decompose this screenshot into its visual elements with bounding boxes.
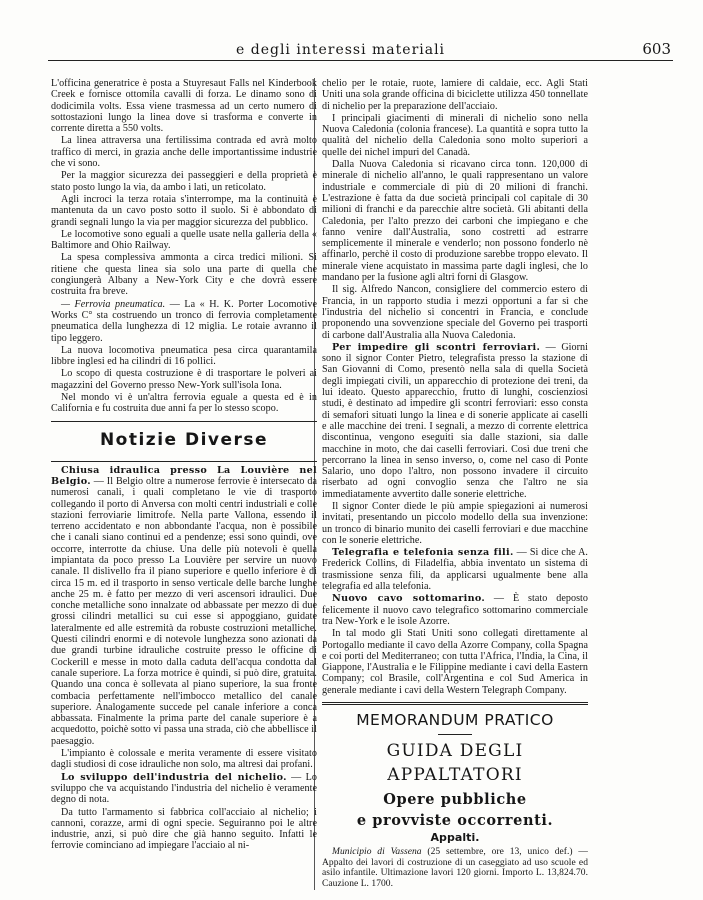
article-heading: Chiusa idraulica presso La Louvière nel Belgio. (51, 464, 317, 487)
paragraph: Lo scopo di questa costruzione è di trasportare le polveri ai magazzini del Governo presso New-York sull'isola Iona. (51, 368, 317, 391)
article-body: — Lo sviluppo che va acquistando l'industria del nichelio è veramente degno di nota. (51, 771, 317, 806)
article-telegrafia (322, 547, 588, 592)
article-nuovo-cavo (322, 593, 588, 627)
paragraph: L'impianto è colossale e merita veramente di essere visitato dagli studiosi di cose idrauliche non solo, ma altresì dai profani. (51, 748, 317, 771)
memorandum-title: MEMORANDUM PRATICO (356, 711, 554, 730)
article-heading: Nuovo cavo sottomarino. (332, 593, 486, 605)
opere-title-line2: e provviste occorrenti. (356, 812, 554, 830)
section-divider (51, 421, 317, 422)
article-body: — Giorni sono il signor Conter Pietro, telegrafista presso la stazione di San Giovanni di Como, presentò nella sala di quella Società degli impiegati civili, un apparecchio di protezione dei treni, da lui ideato. Questo apparecchio, frutto di lunghi, coscienziosi studi, è destinato ad impedire gli scontri ferroviari: esso consta di semafori situati lungo la linea e di sonerie applicate ai caselli e alle macchine dei treni. I segnali, a mezzo di corrente elettrica discontinua, vengono eseguiti sia dalle stazioni, sia dalle macchine in moto, che dai caselli ferroviari. Così due treni che percorrano la linea in senso inverso, o, come nel caso di Ponte Salario, uno dopo l'altro, non possono invadere il circuito riserbato ad ogni convoglio senza che l'altro ne sia immediatamente avvertito dalle sonerie elettriche. (322, 341, 588, 500)
left-column (51, 78, 317, 853)
guida-title: GUIDA DEGLI APPALTATORI (386, 741, 524, 786)
right-column (322, 78, 588, 890)
opere-title-line1: Opere pubbliche (383, 791, 527, 809)
article-heading: Per impedire gli scontri ferroviari. (332, 341, 541, 353)
paragraph: L'officina generatrice è posta a Stuyresaut Falls nel Kinderbook Creek e fornisce ottomila cavalli di forza. Le dinamo sono di dodicimila volts. Essa viene trasmessa ad un certo numero di sottostazioni lungo la linea dove si trasforma e converte in corrente diretta a 550 volts. (51, 78, 317, 135)
paragraph: Il signor Conter diede le più ampie spiegazioni ai numerosi invitati, presentando un piccolo modello della sua invenzione: un tronco di binario munito dei caselli ferroviari e due macchine con le sonerie elettriche. (322, 500, 588, 546)
appalto-body: (25 settembre, ore 13, unico def.) — Appalto dei lavori di costruzione di un caseggiato ad uso scuole ed asilo infantile. Ultimazione lavori 120 giorni. Importo L. 13,824.70. Cauzione L. 1700. (322, 847, 588, 889)
article-ferrovia-pneumatica (51, 299, 317, 344)
paragraph: Le locomotive sono eguali a quelle usate nella galleria della « Baltimore and Ohio Railway. (51, 228, 317, 252)
section-title: Notizie Diverse (99, 429, 269, 450)
appalto-municipio: Municipio di Vassena (332, 847, 422, 858)
paragraph: Da tutto l'armamento si fabbrica coll'acciaio al nichelio; i cannoni, corazze, armi di ogni specie. Seguiranno poi le altre industrie, anzi, si può dire che già hanno seguito. Infatti le ferrovie cominciano ad impiegare l'acciaio al ni- (51, 806, 317, 852)
article-heading: — Ferrovia pneumatica. (61, 298, 166, 310)
paragraph: I principali giacimenti di minerali di nichelio sono nella Nuova Caledonia (colonia francese). La quantità e sopra tutto la qualità del nichelio della Caledonia sono molto superiori a quelle dei nichel impuri del Canadà. (322, 112, 588, 158)
running-header (48, 38, 673, 61)
appalti-heading: Appalti. (430, 831, 480, 845)
paragraph: La spesa complessiva ammonta a circa tredici milioni. Si ritiene che questa linea sia solo una parte di quella che congiungerà Albany a New-York City e che dovrà essere costruita fra breve. (51, 252, 317, 298)
paragraph: Dalla Nuova Caledonia si ricavano circa tonn. 120,000 di minerale di nichelio all'anno, le quali rappresentano un valore industriale e commerciale di più di 20 milioni di franchi. L'estrazione è fatta da due società principali col capitale di 30 milioni di franchi e da parecchie altre società. Gli abitanti della Caledonia, per l'alto prezzo dei carboni che impiegano e che fanno venire dall'Australia, sono costretti ad estrarre semplicemente il minerale e venderlo; non possono fonderlo nè affinarlo, perchè il costo di produzione sarebbe troppo elevato. Il minerale viene acquistato in massima parte dagli inglesi, che lo mandano per la fusione agli altri forni di Glasgow. (322, 159, 588, 284)
appalto-entry (322, 847, 588, 889)
section-divider (51, 461, 317, 462)
paragraph: La nuova locomotiva pneumatica pesa circa quarantamila libbre inglesi ed ha cilindri di 16 pollici. (51, 344, 317, 368)
article-body: — È stato deposto felicemente il nuovo cavo telegrafico sottomarino commerciale tra New-York e le isole Azorre. (322, 593, 588, 627)
article-body: — La « H. K. Porter Locomotive Works C° sta costruendo un tronco di ferrovia completamente pneumatica della lunghezza di 12 miglia. Le rotaie avranno il tipo leggero. (51, 298, 317, 344)
paragraph: Agli incroci la terza rotaia s'interrompe, ma la continuità è mantenuta da un cavo posto sotto il suolo. Si è abbondato di grandi segnali lungo la via per maggior sicurezza del pubblico. (51, 193, 317, 228)
paragraph: Per la maggior sicurezza dei passeggieri e della proprietà è stato posto lungo la via, da ambo i lati, un reticolato. (51, 170, 317, 193)
article-heading: Lo sviluppo dell'industria del nichelio. (61, 771, 287, 783)
section-divider (322, 702, 588, 705)
header-title: e degli interessi materiali (236, 42, 446, 58)
paragraph: Il sig. Alfredo Nancon, consigliere del commercio estero di Francia, in un rapporto studia i mezzi opportuni a far sì che l'industria del nichelio si concentri in Francia, e conclude proponendo una sovvenzione speciale del Governo pei trasporti di carbone dall'Australia alla Nuova Caledonia. (322, 284, 588, 341)
article-sviluppo-nichelio (51, 772, 317, 806)
article-body: — Il Belgio oltre a numerose ferrovie è intersecato da numerosi canali, i quali completano le vie di trasporto collegando il porto di Anversa con molti centri industriali e colle stazioni ferroviarie limitrofe. Nella parte Vallona, essendo il terreno accidentato e non abbondante l'acqua, non è possibile che i canali siano continui ed a pendenze; essi sono quindi, ove occorre, interrotte da chiuse. Una delle più notevoli è quella impiantata da poco presso La Louvière per servire un nuovo canale. Il dislivello fra il piano superiore e quello inferiore è di circa 15 m. ed il trasporto in senso verticale delle barche lunghe anche 25 m. è fatto per mezzo di veri ascensori idraulici. Due conche metalliche sono innalzate od abbassate per mezzo di due grossi cilindri metallici su cui esse si appoggiano, guidate lateralmente ed alle estremità da robuste costruzioni metalliche. Questi cilindri enormi e di notevole lunghezza sono azionati da due grandi turbine idrauliche costruite presso le officine di Cockerill e messe in moto dalla caduta dell'acqua condotta dal canale superiore. La forza motrice è quindi, si può dire, gratuita. Quando una conca è sollevata al piano superiore, la sua fronte combacia perfettamente nell'imbocco metallico del canale superiore. Analogamente succede pel canale inferiore a conca abbassata. Finalmente la prima parte del canale superiore è a acquedotto, poichè sotto vi passa una strada, ciò che abbellisce il paesaggio. (51, 475, 317, 747)
paragraph: In tal modo gli Stati Uniti sono collegati direttamente al Portogallo mediante il cavo della Azorre Company, colla Spagna e coi porti del Mediterraneo; con tutta l'Africa, l'India, la Cina, il Giappone, l'Australia e le Filippine mediante i cavi della Eastern Company; col Brasile, coll'Argentina e col Sud America in generale mediante i cavi della Western Telegraph Company. (322, 628, 588, 696)
article-body: — Si dice che A. Frederick Collins, di Filadelfia, abbia inventato un sistema di trasmissione senza fili, da applicarsi ugualmente bene alla telegrafia ed alla telefonia. (322, 547, 588, 593)
paragraph: chelio per le rotaie, ruote, lamiere di caldaie, ecc. Agli Stati Uniti una sola grande officina di biciclette utilizza 450 tonnellate di nichelio per la preparazione dell'acciaio. (322, 78, 588, 112)
page-number: 603 (642, 40, 671, 58)
article-chiusa-idraulica (51, 465, 317, 747)
short-divider (438, 734, 472, 735)
article-scontri-ferroviari (322, 342, 588, 500)
paragraph: Nel mondo vi è un'altra ferrovia eguale a questa ed è in California e fu costruita due anni fa per lo stesso scopo. (51, 392, 317, 415)
paragraph: La linea attraversa una fertilissima contrada ed avrà molto traffico di merci, in grazia anche delle importantissime industrie che vi sono. (51, 135, 317, 170)
article-heading: Telegrafia e telefonia senza fili. (332, 547, 514, 559)
